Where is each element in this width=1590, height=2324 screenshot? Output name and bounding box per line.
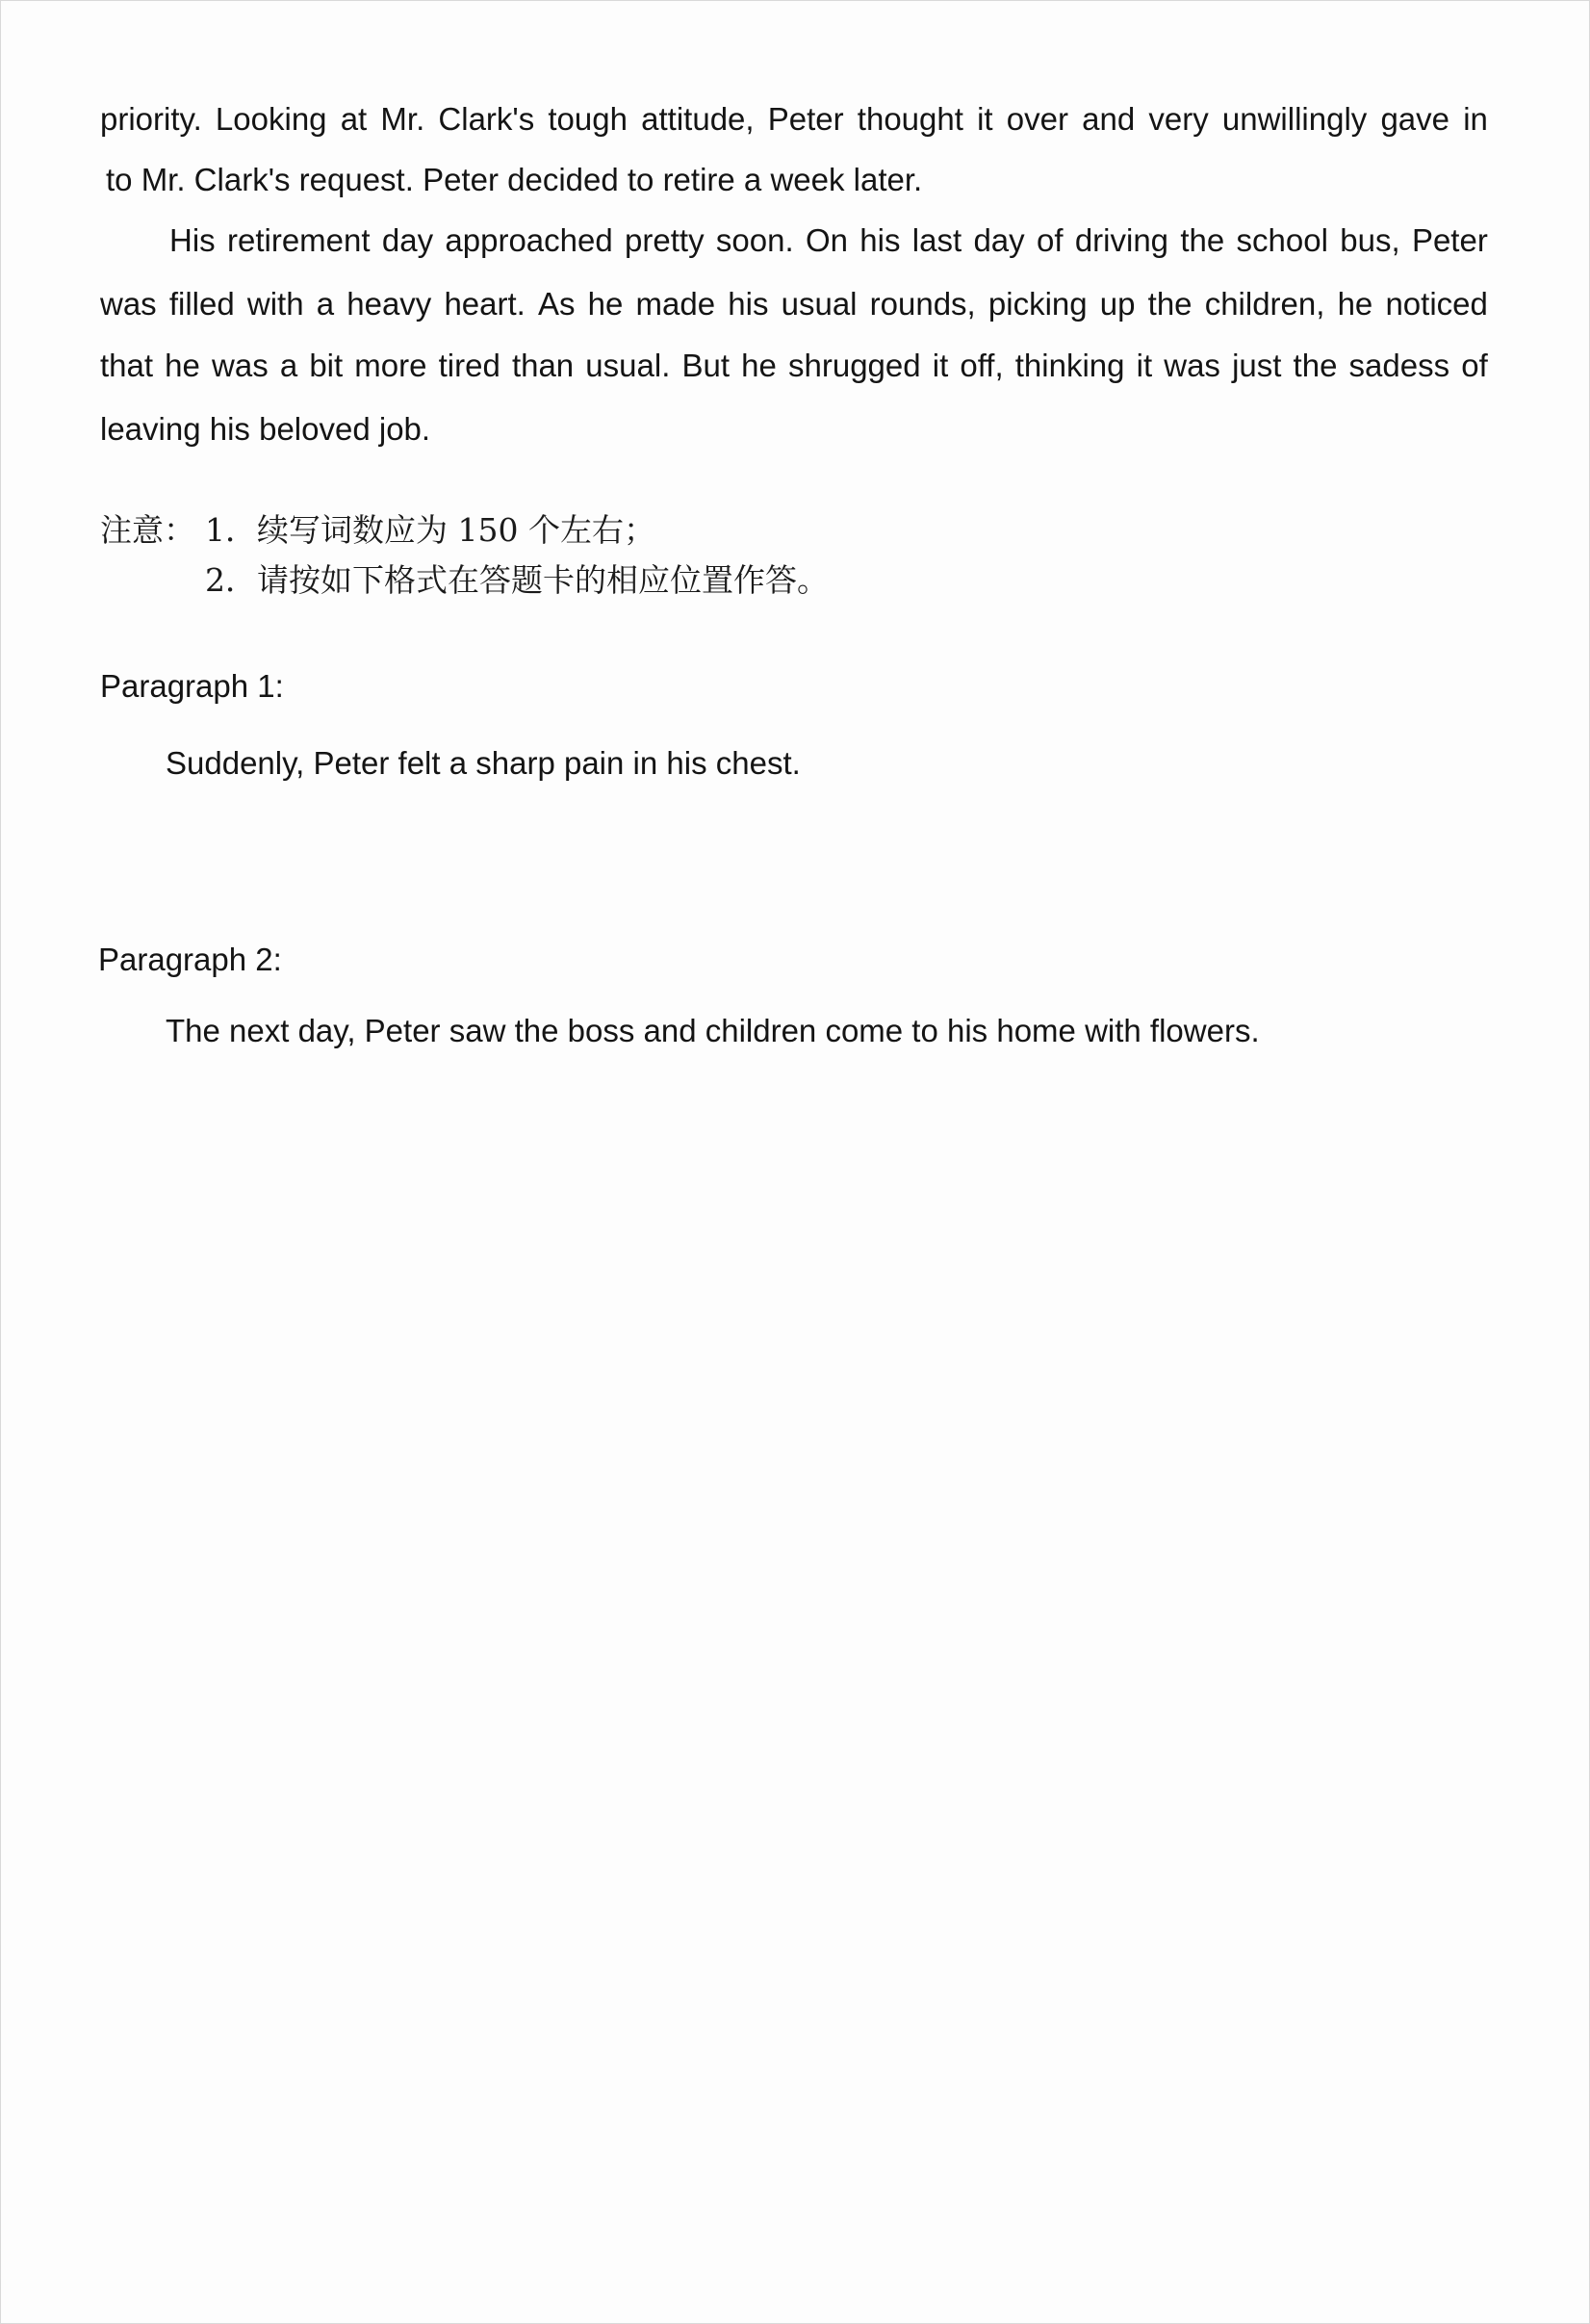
notes-label: 注意： <box>100 511 195 549</box>
notes-item-1: 1．续写词数应为 150 个左右； <box>205 511 655 549</box>
paragraph-2-heading: Paragraph 2: <box>98 942 282 977</box>
story-line-3: His retirement day approached pretty soon. On his last day of driving the school bus, Peter <box>169 222 1488 258</box>
story-line-5: that he was a bit more tired than usual. But he shrugged it off, thinking it was just the sadess of <box>100 348 1488 383</box>
paragraph-1-heading: Paragraph 1: <box>100 668 284 704</box>
story-line-6: leaving his beloved job. <box>100 411 431 447</box>
notes-item-2: 2．请按如下格式在答题卡的相应位置作答。 <box>205 561 829 599</box>
story-line-4: was filled with a heavy heart. As he made his usual rounds, picking up the children, he noticed <box>100 286 1488 322</box>
story-line-2: to Mr. Clark's request. Peter decided to retire a week later. <box>106 162 923 197</box>
paragraph-2-opening: The next day, Peter saw the boss and children come to his home with flowers. <box>166 1013 1260 1048</box>
paragraph-1-opening: Suddenly, Peter felt a sharp pain in his chest. <box>166 745 801 781</box>
story-line-1: priority. Looking at Mr. Clark's tough attitude, Peter thought it over and very unwillingly gave in <box>100 101 1488 137</box>
